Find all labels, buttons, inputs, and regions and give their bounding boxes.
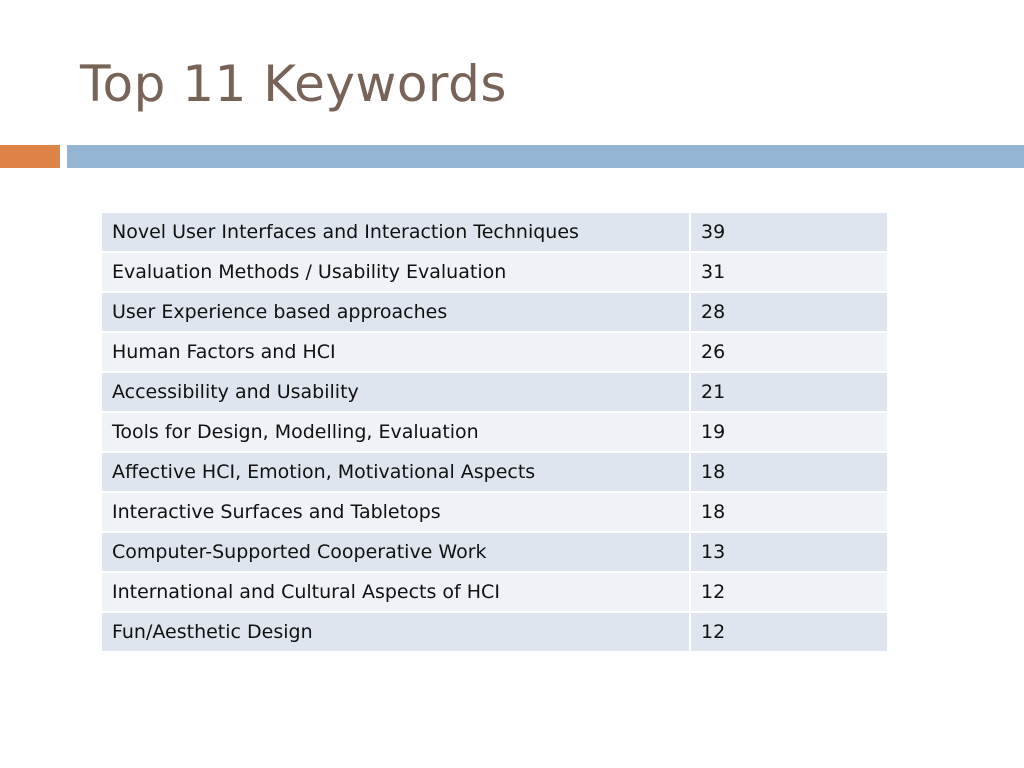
table-row [102, 413, 887, 453]
keyword-cell: Human Factors and HCI [102, 333, 691, 373]
accent-bar-orange [0, 145, 60, 168]
table-row [102, 373, 887, 413]
table-row [102, 573, 887, 613]
keyword-cell: User Experience based approaches [102, 293, 691, 333]
count-cell: 12 [691, 613, 887, 653]
keyword-cell: Novel User Interfaces and Interaction Techniques [102, 213, 691, 253]
keyword-cell: Tools for Design, Modelling, Evaluation [102, 413, 691, 453]
table-row [102, 493, 887, 533]
keyword-cell: Computer-Supported Cooperative Work [102, 533, 691, 573]
count-cell: 18 [691, 493, 887, 533]
keyword-cell: Accessibility and Usability [102, 373, 691, 413]
count-cell: 18 [691, 453, 887, 493]
keyword-cell: Interactive Surfaces and Tabletops [102, 493, 691, 533]
keyword-cell: Affective HCI, Emotion, Motivational Aspects [102, 453, 691, 493]
table-row [102, 253, 887, 293]
table-row [102, 213, 887, 253]
table-row [102, 613, 887, 653]
table-row [102, 333, 887, 373]
keyword-cell: International and Cultural Aspects of HCI [102, 573, 691, 613]
count-cell: 12 [691, 573, 887, 613]
table-row [102, 533, 887, 573]
count-cell: 39 [691, 213, 887, 253]
slide-title: Top 11 Keywords [80, 55, 507, 113]
keyword-table [102, 213, 887, 653]
count-cell: 19 [691, 413, 887, 453]
keyword-cell: Fun/Aesthetic Design [102, 613, 691, 653]
table-row [102, 293, 887, 333]
accent-bar-blue [67, 145, 1024, 168]
count-cell: 31 [691, 253, 887, 293]
table-row [102, 453, 887, 493]
count-cell: 26 [691, 333, 887, 373]
count-cell: 21 [691, 373, 887, 413]
keyword-cell: Evaluation Methods / Usability Evaluation [102, 253, 691, 293]
count-cell: 13 [691, 533, 887, 573]
count-cell: 28 [691, 293, 887, 333]
